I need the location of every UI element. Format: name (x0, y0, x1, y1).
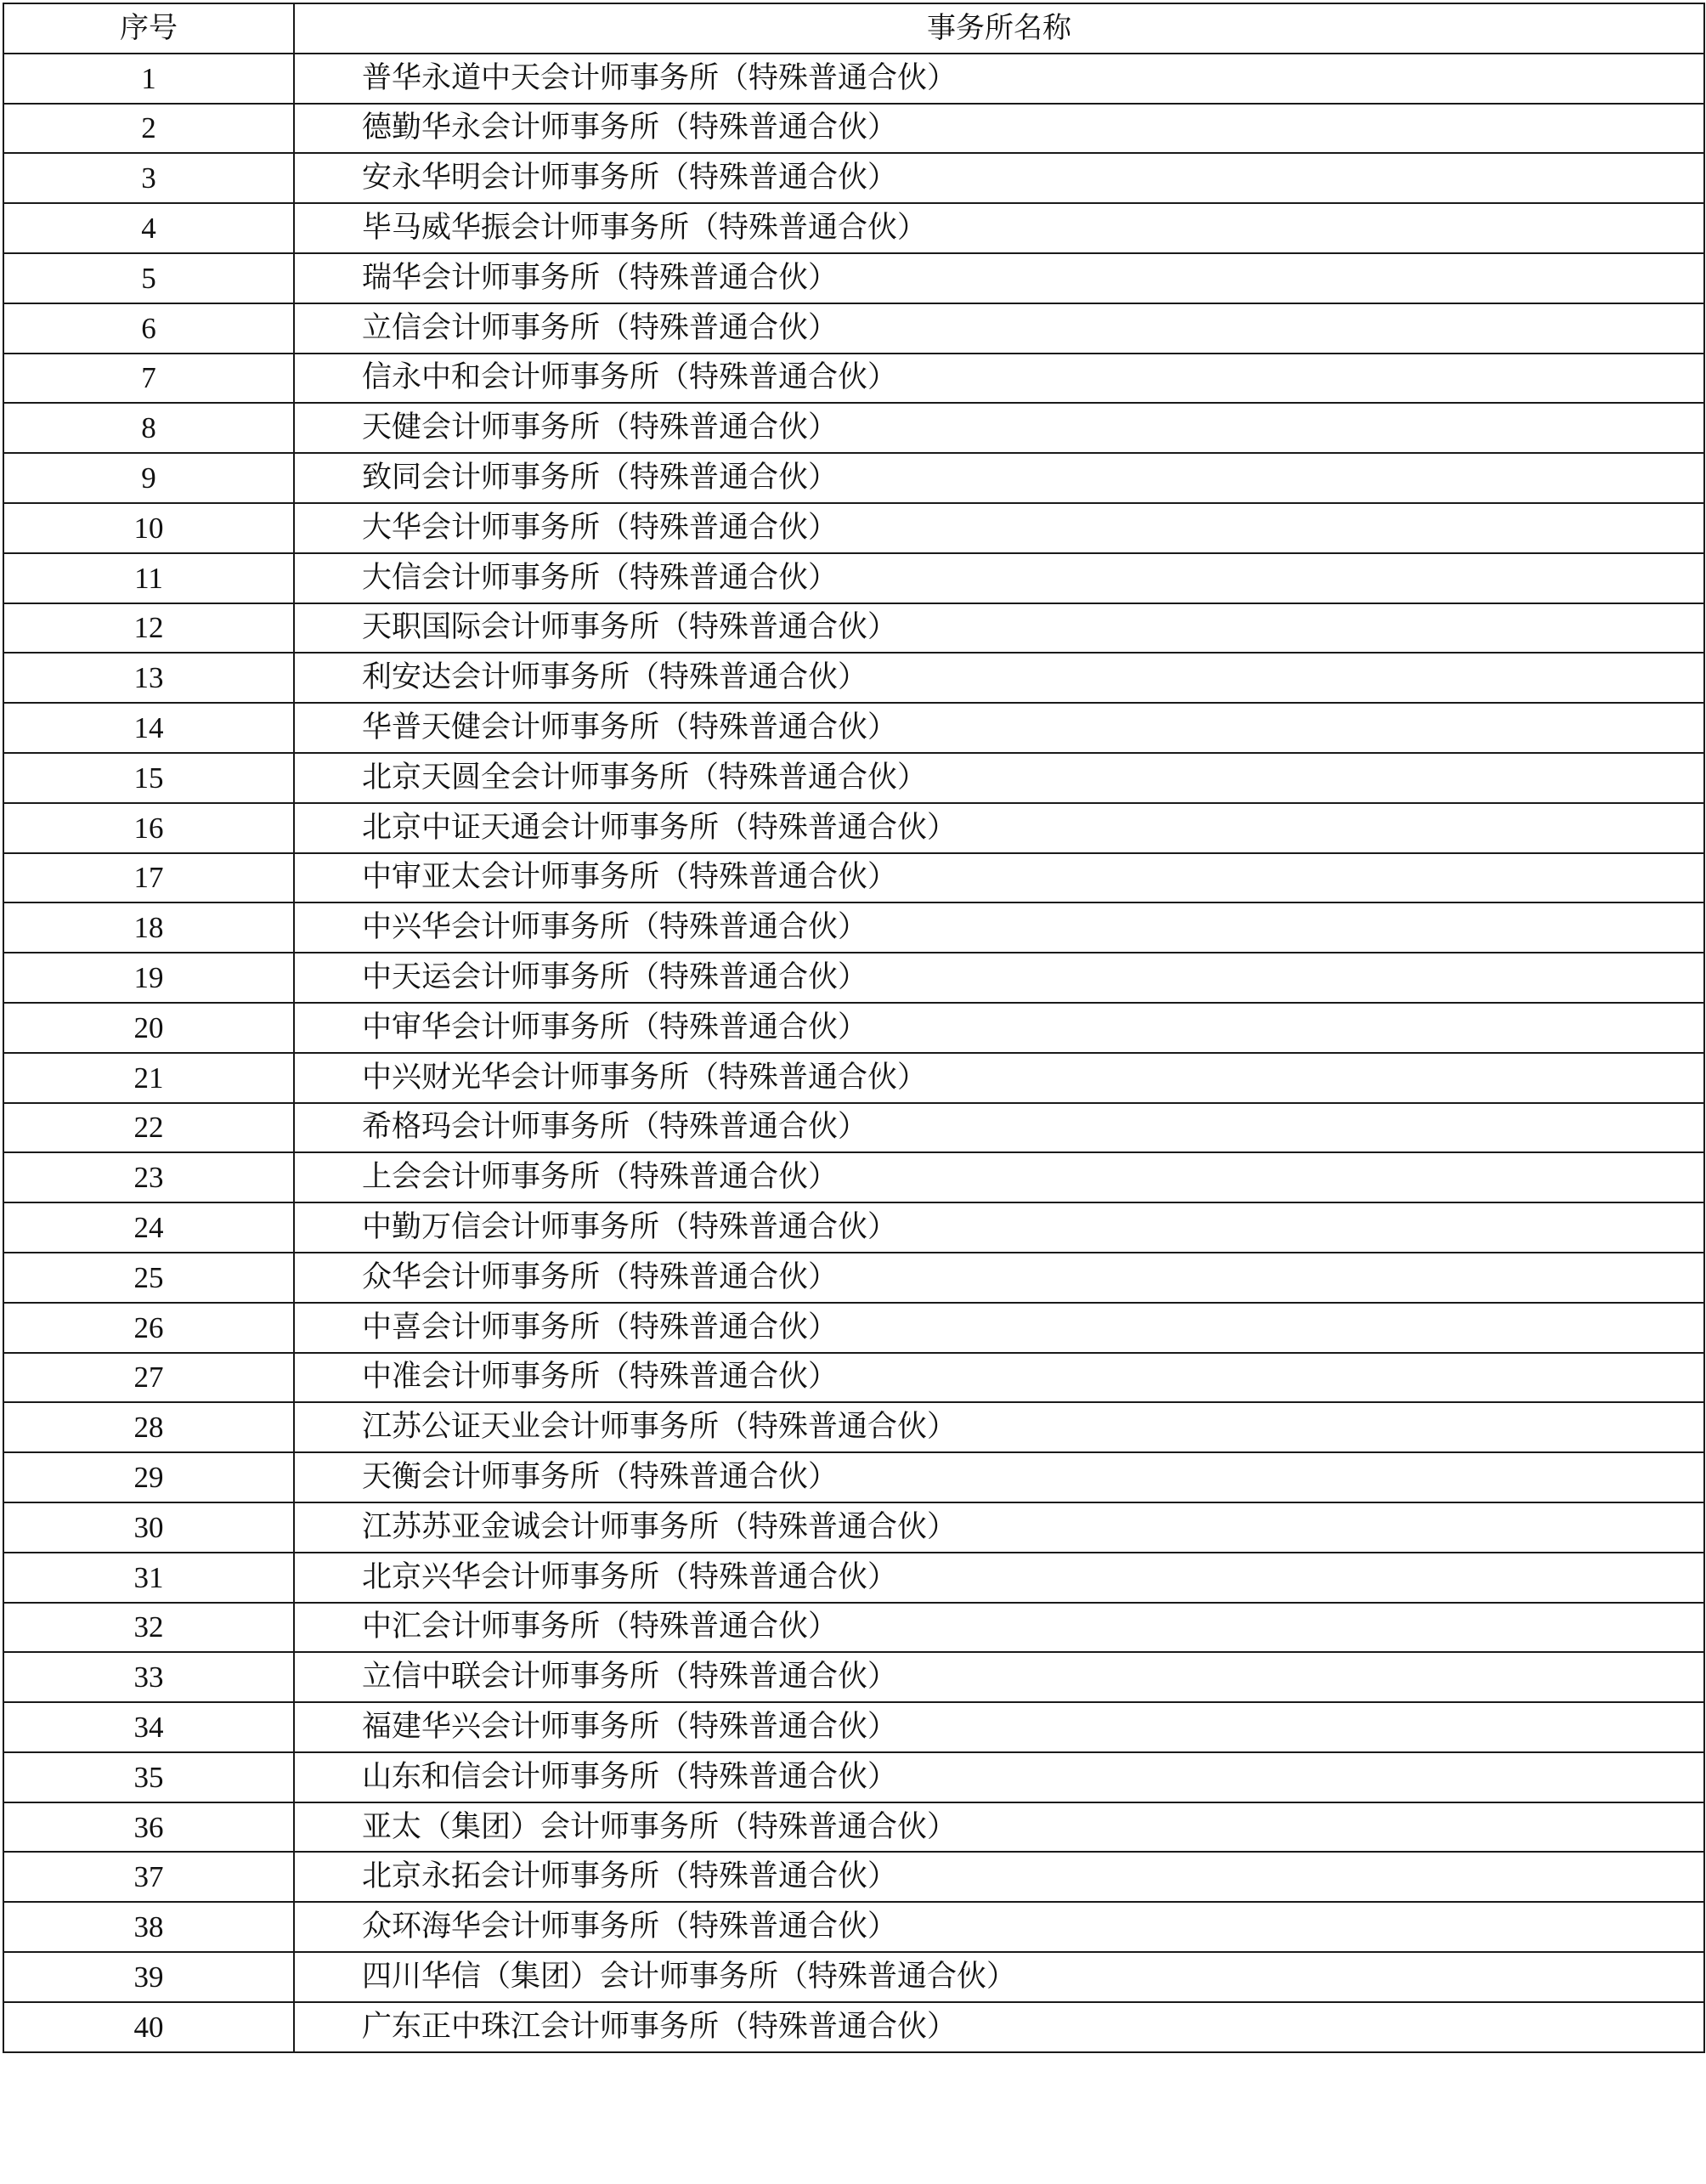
table-row (3, 953, 1704, 1003)
table-row (3, 1652, 1704, 1702)
table-row (3, 1502, 1704, 1553)
row-firm-name: 中喜会计师事务所（特殊普通合伙） (294, 1303, 1704, 1353)
firm-list-table (3, 3, 1705, 2053)
row-firm-name: 天健会计师事务所（特殊普通合伙） (294, 403, 1704, 453)
table-row (3, 753, 1704, 803)
row-serial-number: 21 (3, 1053, 294, 1103)
table-row (3, 1952, 1704, 2002)
row-serial-number: 3 (3, 153, 294, 203)
row-firm-name: 中兴华会计师事务所（特殊普通合伙） (294, 902, 1704, 953)
row-serial-number: 16 (3, 803, 294, 853)
table-row (3, 1802, 1704, 1853)
row-serial-number: 6 (3, 303, 294, 354)
row-serial-number: 18 (3, 902, 294, 953)
table-row (3, 54, 1704, 104)
row-firm-name: 江苏公证天业会计师事务所（特殊普通合伙） (294, 1402, 1704, 1452)
row-serial-number: 1 (3, 54, 294, 104)
row-serial-number: 37 (3, 1852, 294, 1902)
row-serial-number: 20 (3, 1003, 294, 1053)
row-serial-number: 10 (3, 503, 294, 553)
row-serial-number: 29 (3, 1452, 294, 1502)
row-serial-number: 25 (3, 1253, 294, 1303)
table-row (3, 1553, 1704, 1603)
table-row (3, 1152, 1704, 1202)
row-serial-number: 5 (3, 253, 294, 303)
row-serial-number: 11 (3, 553, 294, 603)
table-row (3, 453, 1704, 503)
row-serial-number: 15 (3, 753, 294, 803)
row-firm-name: 毕马威华振会计师事务所（特殊普通合伙） (294, 203, 1704, 253)
row-firm-name: 中天运会计师事务所（特殊普通合伙） (294, 953, 1704, 1003)
table-row (3, 1202, 1704, 1253)
row-firm-name: 中准会计师事务所（特殊普通合伙） (294, 1353, 1704, 1403)
table-row (3, 1253, 1704, 1303)
row-serial-number: 9 (3, 453, 294, 503)
row-serial-number: 23 (3, 1152, 294, 1202)
row-serial-number: 32 (3, 1603, 294, 1653)
row-serial-number: 4 (3, 203, 294, 253)
row-firm-name: 普华永道中天会计师事务所（特殊普通合伙） (294, 54, 1704, 104)
table-row (3, 1353, 1704, 1403)
row-serial-number: 12 (3, 603, 294, 654)
row-firm-name: 北京天圆全会计师事务所（特殊普通合伙） (294, 753, 1704, 803)
table-row (3, 1702, 1704, 1752)
row-serial-number: 2 (3, 104, 294, 154)
row-firm-name: 瑞华会计师事务所（特殊普通合伙） (294, 253, 1704, 303)
row-serial-number: 36 (3, 1802, 294, 1853)
row-firm-name: 天衡会计师事务所（特殊普通合伙） (294, 1452, 1704, 1502)
row-firm-name: 北京永拓会计师事务所（特殊普通合伙） (294, 1852, 1704, 1902)
row-firm-name: 中审亚太会计师事务所（特殊普通合伙） (294, 853, 1704, 903)
row-firm-name: 北京兴华会计师事务所（特殊普通合伙） (294, 1553, 1704, 1603)
table-row (3, 553, 1704, 603)
table-row (3, 603, 1704, 654)
row-firm-name: 北京中证天通会计师事务所（特殊普通合伙） (294, 803, 1704, 853)
row-firm-name: 中汇会计师事务所（特殊普通合伙） (294, 1603, 1704, 1653)
row-firm-name: 江苏苏亚金诚会计师事务所（特殊普通合伙） (294, 1502, 1704, 1553)
row-firm-name: 亚太（集团）会计师事务所（特殊普通合伙） (294, 1802, 1704, 1853)
table-row (3, 703, 1704, 753)
table-row (3, 1303, 1704, 1353)
table-row (3, 1053, 1704, 1103)
row-firm-name: 众环海华会计师事务所（特殊普通合伙） (294, 1902, 1704, 1952)
row-serial-number: 38 (3, 1902, 294, 1952)
table-row (3, 354, 1704, 404)
row-serial-number: 14 (3, 703, 294, 753)
table-row (3, 902, 1704, 953)
row-firm-name: 利安达会计师事务所（特殊普通合伙） (294, 653, 1704, 703)
row-serial-number: 40 (3, 2002, 294, 2052)
row-serial-number: 24 (3, 1202, 294, 1253)
table-row (3, 1452, 1704, 1502)
row-serial-number: 30 (3, 1502, 294, 1553)
table-row (3, 104, 1704, 154)
table-row (3, 1902, 1704, 1952)
row-serial-number: 19 (3, 953, 294, 1003)
table-row (3, 253, 1704, 303)
row-firm-name: 信永中和会计师事务所（特殊普通合伙） (294, 354, 1704, 404)
row-firm-name: 四川华信（集团）会计师事务所（特殊普通合伙） (294, 1952, 1704, 2002)
table-row (3, 153, 1704, 203)
row-serial-number: 33 (3, 1652, 294, 1702)
table-row (3, 203, 1704, 253)
table-row (3, 303, 1704, 354)
row-serial-number: 27 (3, 1353, 294, 1403)
row-serial-number: 8 (3, 403, 294, 453)
row-firm-name: 中兴财光华会计师事务所（特殊普通合伙） (294, 1053, 1704, 1103)
table-row (3, 1852, 1704, 1902)
row-firm-name: 华普天健会计师事务所（特殊普通合伙） (294, 703, 1704, 753)
header-row (3, 3, 1704, 54)
row-firm-name: 大信会计师事务所（特殊普通合伙） (294, 553, 1704, 603)
row-serial-number: 13 (3, 653, 294, 703)
row-serial-number: 34 (3, 1702, 294, 1752)
row-firm-name: 致同会计师事务所（特殊普通合伙） (294, 453, 1704, 503)
row-serial-number: 26 (3, 1303, 294, 1353)
row-firm-name: 山东和信会计师事务所（特殊普通合伙） (294, 1752, 1704, 1802)
row-serial-number: 31 (3, 1553, 294, 1603)
table-row (3, 653, 1704, 703)
row-firm-name: 立信中联会计师事务所（特殊普通合伙） (294, 1652, 1704, 1702)
row-firm-name: 福建华兴会计师事务所（特殊普通合伙） (294, 1702, 1704, 1752)
row-firm-name: 中审华会计师事务所（特殊普通合伙） (294, 1003, 1704, 1053)
table-row (3, 403, 1704, 453)
row-firm-name: 上会会计师事务所（特殊普通合伙） (294, 1152, 1704, 1202)
row-serial-number: 28 (3, 1402, 294, 1452)
table-row (3, 803, 1704, 853)
row-firm-name: 德勤华永会计师事务所（特殊普通合伙） (294, 104, 1704, 154)
table-body (3, 54, 1704, 2052)
row-firm-name: 广东正中珠江会计师事务所（特殊普通合伙） (294, 2002, 1704, 2052)
table-header (3, 3, 1704, 54)
row-firm-name: 天职国际会计师事务所（特殊普通合伙） (294, 603, 1704, 654)
row-firm-name: 立信会计师事务所（特殊普通合伙） (294, 303, 1704, 354)
row-firm-name: 众华会计师事务所（特殊普通合伙） (294, 1253, 1704, 1303)
header-firm-name: 事务所名称 (294, 3, 1704, 54)
row-serial-number: 39 (3, 1952, 294, 2002)
table-row (3, 503, 1704, 553)
row-serial-number: 17 (3, 853, 294, 903)
row-firm-name: 中勤万信会计师事务所（特殊普通合伙） (294, 1202, 1704, 1253)
table-row (3, 1752, 1704, 1802)
row-serial-number: 35 (3, 1752, 294, 1802)
table-row (3, 2002, 1704, 2052)
row-serial-number: 22 (3, 1103, 294, 1153)
row-serial-number: 7 (3, 354, 294, 404)
table-row (3, 1103, 1704, 1153)
table-row (3, 1603, 1704, 1653)
row-firm-name: 希格玛会计师事务所（特殊普通合伙） (294, 1103, 1704, 1153)
table-row (3, 853, 1704, 903)
table-row (3, 1003, 1704, 1053)
row-firm-name: 大华会计师事务所（特殊普通合伙） (294, 503, 1704, 553)
header-serial-number: 序号 (3, 3, 294, 54)
row-firm-name: 安永华明会计师事务所（特殊普通合伙） (294, 153, 1704, 203)
table-row (3, 1402, 1704, 1452)
